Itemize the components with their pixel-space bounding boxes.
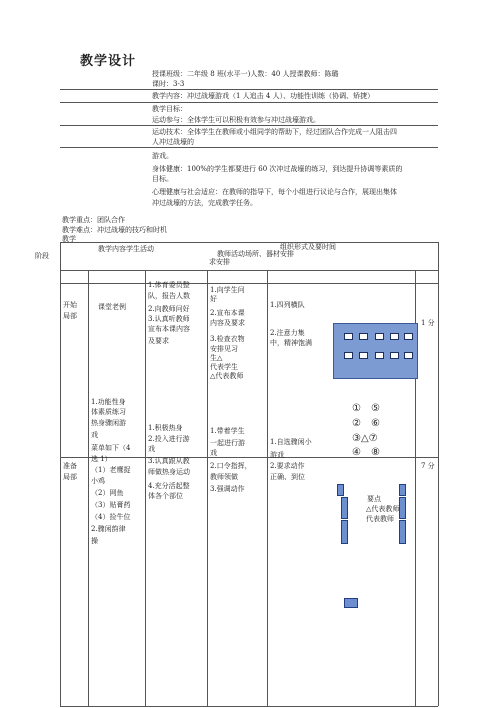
teacher-line: 1.积极热身	[148, 424, 183, 432]
teacher-line: 1.体育委员整	[148, 281, 190, 289]
circle-row: ② ⑥	[352, 418, 380, 429]
table-border	[88, 270, 89, 706]
table-border	[60, 242, 61, 706]
content-line: 菜单如下（4	[91, 444, 131, 452]
org-line: 正确、到位	[270, 473, 305, 481]
goal-skill-cont: 人冲过战壕的	[152, 138, 194, 146]
teaching-difficulty: 教学难点：冲过战壕的技巧和时机	[62, 226, 167, 234]
stage-warmup-cont: 局部	[63, 473, 77, 481]
teacher-marker	[344, 598, 358, 608]
circle-row: ③△⑦	[352, 433, 378, 444]
teacher-line: 2.向教师问好	[148, 305, 190, 313]
table-border	[207, 270, 208, 706]
teacher-line: 3.认真跟从教	[148, 457, 190, 465]
header-org-cont: 求安排	[209, 258, 230, 266]
teacher-line: 师做热身运动	[148, 468, 190, 476]
teacher-line: 队，报告人数	[148, 292, 190, 300]
circle-row: ④ ⑧	[352, 447, 380, 458]
content-line: 戏	[91, 431, 98, 439]
teacher-line: 戏	[148, 445, 155, 453]
table-border	[60, 283, 438, 284]
student-line: 内容及要求	[210, 319, 245, 327]
teaching-focus: 教学重点：团队合作	[62, 216, 125, 224]
teaching-label: 教学	[62, 235, 76, 243]
content-line: 选 1）	[91, 455, 112, 463]
student-line: 好	[210, 295, 217, 303]
student-marker	[344, 352, 353, 359]
content-routine: 课堂老例	[98, 303, 126, 311]
circle-row: ① ⑤	[352, 403, 380, 414]
content-line: 1.功能性身	[91, 398, 126, 406]
header-content: 教学内容学生活动	[98, 245, 154, 253]
org-line: 2.注意力集	[270, 329, 305, 337]
student-line: 1.带着学生	[210, 427, 245, 435]
stage-warmup: 准备	[63, 462, 77, 470]
teacher-line: 宣布本课内容	[148, 325, 190, 333]
org-line: 中，精神饱满	[270, 339, 312, 347]
content-line: （2）网鱼	[91, 489, 124, 497]
table-border	[145, 270, 146, 706]
content-line: （1）老鹰捉	[91, 466, 131, 474]
divider	[60, 147, 438, 148]
student-marker	[344, 333, 353, 340]
page-title: 教学设计	[80, 54, 137, 69]
student-bar	[337, 484, 344, 496]
legend-line: 要点	[367, 495, 381, 503]
lesson-time: 课时：3-3	[152, 80, 185, 88]
student-bar	[341, 497, 348, 519]
table-border	[267, 270, 268, 706]
student-bar	[399, 484, 406, 496]
student-marker	[390, 333, 399, 340]
time-warmup: 7 分	[421, 462, 435, 470]
student-line: △代表教师	[210, 372, 244, 380]
content-line: 小鸡	[91, 477, 105, 485]
student-line: 1.向学生问	[210, 286, 245, 294]
table-border	[60, 242, 438, 243]
goal-mental: 心理健康与社会适应：在教师的指导下，每个小组进行议论与合作，展现出集体	[152, 188, 397, 196]
legend-line: 代表教师	[366, 515, 394, 523]
teacher-line: 及要求	[148, 337, 169, 345]
org-line: 游戏	[270, 451, 284, 459]
teacher-line: 3.认真听教师	[148, 315, 190, 323]
goal-health-cont: 目标。	[152, 175, 173, 183]
student-bar	[341, 520, 348, 544]
student-line: 3.强调动作	[210, 485, 245, 493]
content-line: 体素质练习	[91, 408, 126, 416]
student-line: 代表学生	[210, 363, 238, 371]
divider	[60, 89, 438, 90]
student-line: 生△	[210, 354, 223, 362]
content-line: （4）捡牛位	[91, 513, 131, 521]
header-stage: 阶段	[35, 252, 49, 260]
content-line: 热身骤闲游	[91, 419, 126, 427]
org-line: 1.四列横队	[270, 301, 305, 309]
formation-diagram	[333, 323, 418, 379]
teacher-line: 体各个部位	[148, 492, 183, 500]
student-line: 3.检查衣物	[210, 335, 245, 343]
divider	[60, 125, 438, 126]
goal-skill-end: 游戏。	[152, 152, 173, 160]
student-bar	[399, 520, 406, 544]
goal-participation: 运动参与：全体学生可以积极有效参与冲过战壕游戏。	[152, 116, 320, 124]
student-line: 戏	[210, 449, 217, 457]
student-line: 2.宣布本课	[210, 309, 245, 317]
student-bar	[399, 497, 406, 519]
stage-start-cont: 局部	[63, 312, 77, 320]
divider	[60, 102, 438, 103]
teacher-line: 4.充分活起整	[148, 482, 190, 490]
student-line: 一起进行游	[210, 439, 245, 447]
org-line: 2.要求动作	[270, 462, 305, 470]
student-marker	[359, 333, 368, 340]
student-marker	[375, 333, 384, 340]
teaching-content: 教学内容：冲过战壕游戏（1 人追击 4 人）、功能性训练（协调、矫捷）	[152, 92, 375, 100]
content-line: 2.骤闲韵律	[91, 525, 126, 533]
org-line: 1.自选骤闲小	[270, 438, 312, 446]
table-border	[60, 270, 438, 271]
goals-title: 教学目标：	[152, 105, 187, 113]
legend-line: △代表教师	[366, 505, 400, 513]
student-marker	[375, 352, 384, 359]
stage-start: 开始	[63, 301, 77, 309]
header-teacher: 教师活动场所、器材安排	[217, 250, 294, 258]
class-info: 授课班级：二年级 8 班(水平一)人数：40 人授课教师：陈璐	[152, 70, 339, 78]
student-line: 教师领做	[210, 473, 238, 481]
time-start: 1 分	[421, 319, 435, 327]
student-marker	[390, 352, 399, 359]
student-marker	[404, 333, 413, 340]
student-line: 2.口令指挥，	[210, 462, 252, 470]
table-border	[60, 706, 438, 707]
goal-health: 身体健康：100%的学生都要进行 60 次冲过战壕的练习，到达提升协调等素质的	[152, 165, 403, 173]
goal-mental-cont: 冲过战壕的方法，完成教学任务。	[152, 199, 257, 207]
table-border	[438, 242, 439, 706]
content-line: （3）贴膏药	[91, 501, 131, 509]
header-org: 组织形式及要时间	[280, 243, 336, 251]
goal-skill: 运动技术：全体学生在教师或小组同学的帮助下，经过团队合作完成一人阻击四	[152, 128, 397, 136]
teacher-line: 2.投入进行游	[148, 435, 190, 443]
table-border	[60, 457, 438, 458]
content-line: 操	[91, 537, 98, 545]
student-line: 安排见习	[210, 345, 238, 353]
student-marker	[359, 352, 368, 359]
student-marker	[404, 352, 413, 359]
